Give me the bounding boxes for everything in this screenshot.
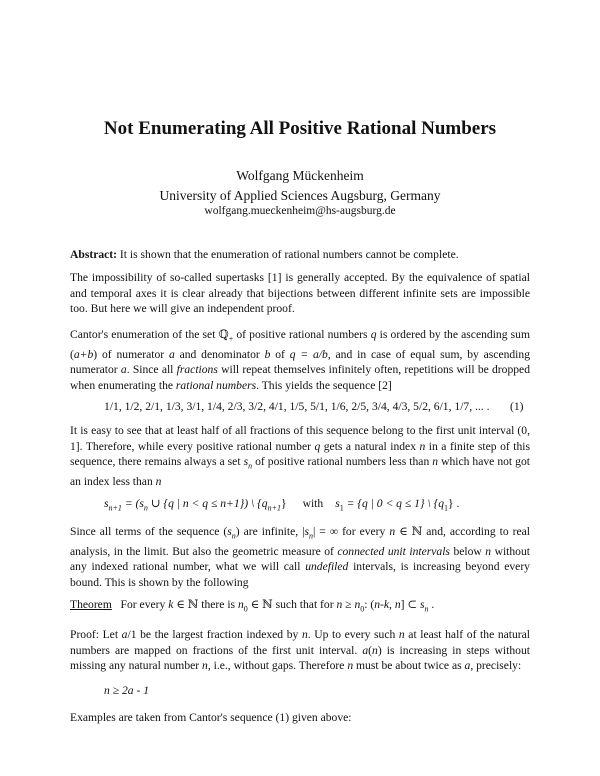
math-var: s <box>104 497 109 510</box>
math-var: a <box>168 347 175 361</box>
subscript: 0 <box>360 604 365 614</box>
text: Proof: Let <box>70 628 122 641</box>
abstract <box>70 247 530 263</box>
math-var: a <box>120 363 127 377</box>
math-expr: = {q | 0 < q ≤ 1} \ {q <box>343 497 445 510</box>
paragraph-infinite <box>70 524 530 590</box>
text: . Since all <box>126 363 177 377</box>
subscript: 1 <box>444 503 449 513</box>
text: , and in case of equal sum, by ascending numerator <box>70 347 530 377</box>
inequality-equation <box>104 684 149 697</box>
text: . Up to every such <box>307 628 399 641</box>
text: will repeat themselves infinitely often, repetitions will be dropped when enumerating the <box>70 363 530 392</box>
math-expr: n ≥ 2a - 1 <box>104 684 150 697</box>
sequence-equation: 1/1, 1/2, 2/1, 1/3, 3/1, 1/4, 2/3, 3/2, 4/1, 1/5, 5/1, 1/6, 2/5, 3/4, 4/3, 5/2, 6/1, 1/7, ... . <box>104 400 490 413</box>
text: ∈ ℕ there is <box>173 598 238 611</box>
math-var: n <box>301 628 308 641</box>
author-email: wolfgang.mueckenheim@hs-augsburg.de <box>204 205 396 217</box>
text: For every <box>111 598 169 611</box>
subscript: n <box>231 531 236 541</box>
math-var: s <box>304 525 309 538</box>
math-var: n <box>485 544 492 558</box>
text: at least half of the natural numbers are mapped on fractions of the first unit interval. <box>70 628 531 657</box>
emphasis: connected unit intervals <box>337 544 450 558</box>
text: ) of numerator <box>93 347 169 361</box>
text: with <box>302 497 324 510</box>
subscript: n+1 <box>267 503 281 513</box>
paragraph-intro: The impossibility of so-called supertasks [1] is generally accepted. By the equivalence of spatial and temporal axes it is clear already that bijections between different infinite sets are impossible too. But here we will give an independent proof. <box>70 271 530 315</box>
paragraph-proof <box>70 627 530 674</box>
text: in a finite step of this sequence, there remains always a set <box>70 439 530 468</box>
affiliation: University of Applied Sciences Augsburg, Germany <box>159 188 441 203</box>
text: , precisely: <box>470 659 522 672</box>
math-var: n <box>237 598 244 611</box>
text: ∈ ℕ such that for <box>247 598 337 611</box>
math-var: n <box>354 598 361 611</box>
text: It is easy to see that at least half of all fractions of this sequence belong to the first unit interval (0, 1]. Therefore, while every positive rational number <box>70 424 530 453</box>
text: ) are infinite, | <box>235 525 305 538</box>
math-var: a <box>362 643 369 657</box>
recursion-equation <box>104 496 459 512</box>
text: is ordered by the ascending sum ( <box>70 328 530 361</box>
text: must be about twice as <box>353 659 465 672</box>
math-var: s <box>243 455 249 468</box>
math-var: a+b <box>73 347 94 361</box>
abstract-label: Abstract: <box>70 248 118 261</box>
math-var: k <box>168 598 174 611</box>
math-expr: = (s <box>121 497 144 510</box>
math-var: q <box>314 439 321 453</box>
text: ( <box>368 643 373 657</box>
emphasis: undefiled <box>305 560 349 574</box>
math-expr: } . <box>448 497 460 510</box>
math-var: a <box>121 628 128 641</box>
text: intervals, is increasing beyond every bound. This is shown by the following <box>70 560 530 589</box>
subscript: n <box>424 604 429 614</box>
text: without any indexed rational number, what we will call <box>70 544 530 574</box>
text: , i.e., without gaps. Therefore <box>207 659 348 672</box>
equation-number: (1) <box>510 400 524 413</box>
paper-title: Not Enumerating All Positive Rational Numbers <box>103 118 497 139</box>
math-expr: ∪ {q | n < q ≤ n+1}) \ {q <box>147 497 268 510</box>
text: , <box>389 598 395 611</box>
text: ≥ <box>342 598 355 611</box>
emphasis: rational numbers <box>175 378 257 392</box>
math-expr: } <box>281 497 287 510</box>
text: Cantor's enumeration of the set ℚ <box>70 328 229 341</box>
paragraph-half <box>70 423 530 489</box>
subscript: 1 <box>339 503 344 513</box>
text: of positive rational numbers less than <box>252 455 433 468</box>
text: of positive rational numbers <box>233 328 371 341</box>
text: Since all terms of the sequence ( <box>70 525 228 538</box>
math-var: n <box>347 659 354 672</box>
text: ) is increasing in steps without missing any natural number <box>70 643 530 672</box>
emphasis: fractions <box>176 363 218 377</box>
math-var: n <box>336 598 343 611</box>
math-var: n-k <box>374 598 390 611</box>
paragraph-cantor <box>70 327 530 393</box>
subscript: n+1 <box>108 503 122 513</box>
subscript: n <box>248 461 253 471</box>
math-var: n <box>394 598 401 611</box>
math-var: a <box>464 659 471 672</box>
text: /1 be the largest fraction indexed by <box>127 628 302 641</box>
text: which have not got an index less than <box>70 455 530 488</box>
text: gets a natural index <box>320 439 420 453</box>
text: and denominator <box>174 347 265 361</box>
math-var: n <box>372 643 378 657</box>
math-var: n <box>432 455 439 468</box>
text: of <box>270 347 290 361</box>
subscript: 0 <box>243 604 248 614</box>
math-var: q = a/b <box>289 347 328 361</box>
text: : ( <box>364 598 375 611</box>
theorem <box>70 597 530 617</box>
text: . <box>428 598 435 611</box>
paragraph-examples: Examples are taken from Cantor's sequence (1) given above: <box>70 711 352 724</box>
subscript: n <box>308 531 313 541</box>
math-var: n <box>419 439 426 453</box>
math-var: b <box>264 347 271 361</box>
theorem-label: Theorem <box>70 598 112 611</box>
text: ∈ ℕ and, according to real analysis, in the limit. But also the geometric measure of <box>70 525 530 558</box>
text: ] ⊂ <box>400 598 421 611</box>
math-var: n <box>398 628 405 641</box>
math-var: s <box>335 497 340 510</box>
math-var: s <box>227 525 232 538</box>
math-var: s <box>420 598 425 611</box>
abstract-text: It is shown that the enumeration of rational numbers cannot be complete. <box>117 248 459 261</box>
subscript: n <box>143 503 148 513</box>
subscript: + <box>228 334 234 344</box>
math-var: n <box>202 659 208 672</box>
text: | = ∞ for every <box>312 525 390 538</box>
text: . This yields the sequence [2] <box>256 378 392 392</box>
author-name: Wolfgang Mückenheim <box>236 168 364 183</box>
text: below <box>449 544 486 558</box>
math-var: n <box>389 525 396 538</box>
math-var: q <box>370 328 377 341</box>
math-var: n <box>155 474 162 488</box>
